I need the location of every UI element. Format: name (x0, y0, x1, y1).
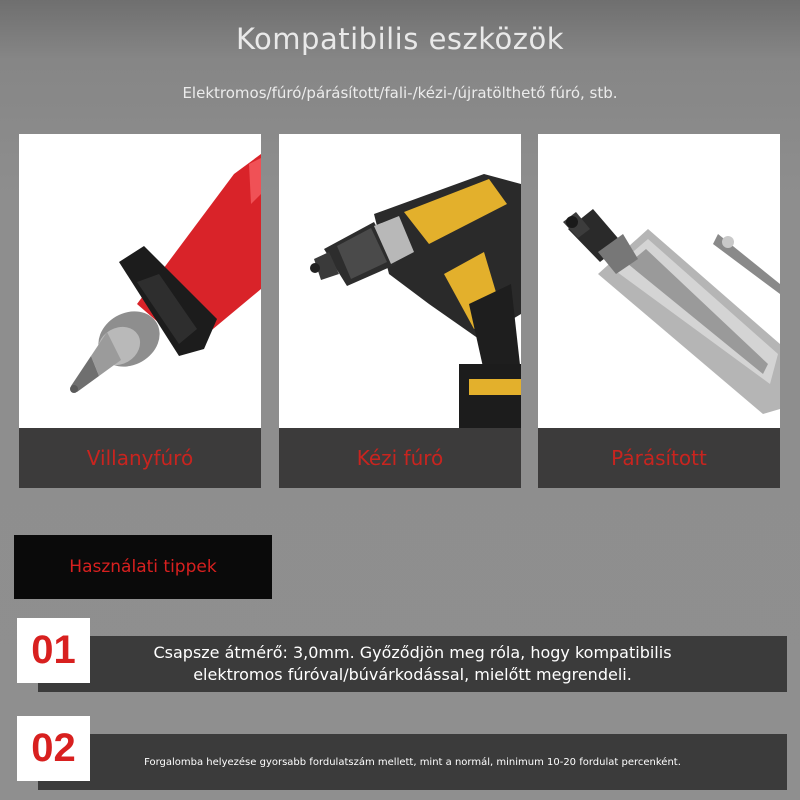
tips-heading-box (14, 535, 272, 599)
tool-label: Villanyfúró (86, 446, 194, 470)
page-subtitle: Elektromos/fúró/párásított/fali-/kézi-/újratölthető fúró, stb. (182, 84, 618, 102)
tip-number: 01 (31, 628, 76, 672)
tips-heading: Használati tippek (69, 557, 217, 577)
page-title: Kompatibilis eszközök (235, 22, 564, 56)
tip-text: Forgalomba helyezése gyorsabb fordulatszám mellett, mint a normál, minimum 10-20 fordulat percenként. (144, 756, 681, 768)
tip-text-bar (38, 636, 787, 692)
tool-label: Párásított (611, 446, 707, 470)
tool-card-electric-drill (19, 134, 261, 488)
tip-text: Csapsze átmérő: 3,0mm. Győződjön meg róla, hogy kompatibilis elektromos fúróval/búvárkodással, mielőtt megrendeli. (153, 643, 672, 684)
tool-label-band (538, 428, 780, 488)
hand-drill-image (279, 134, 521, 428)
electric-drill-image (19, 134, 261, 428)
tip-number: 02 (31, 726, 76, 770)
tool-card-pneumatic (538, 134, 780, 488)
tip-text-bar (38, 734, 787, 790)
tip-number-box (17, 618, 90, 683)
tool-card-hand-drill (279, 134, 521, 488)
tool-label: Kézi fúró (356, 446, 444, 470)
pneumatic-tool-image (538, 134, 780, 428)
tool-label-band (19, 428, 261, 488)
tip-number-box (17, 716, 90, 781)
tool-label-band (279, 428, 521, 488)
